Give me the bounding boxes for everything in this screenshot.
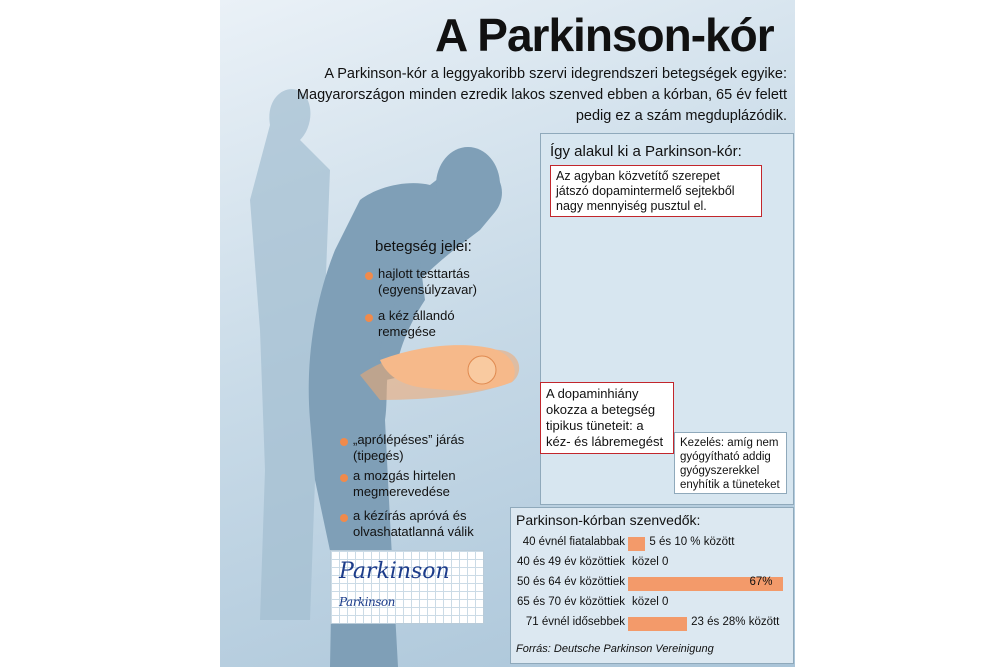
sign-item: a mozgás hirtelen megmerevedése (353, 468, 456, 499)
dopamine-cell-box: Az agyban közvetítő szerepet játszó dopamintermelő sejtekből nagy mennyiség pusztul el. (550, 165, 762, 217)
chart-title: Parkinson-kórban szenvedők: (516, 512, 701, 528)
chart-category-label: 71 évnél idősebbek (525, 616, 625, 628)
signs-title: betegség jelei: (375, 238, 472, 255)
bullet-dot-icon (365, 272, 373, 280)
sign-item: a kézírás apróvá és olvashatatlanná válik (353, 508, 474, 539)
handwriting-line-large: Parkinson (339, 559, 450, 584)
sign-item: „aprólépéses” járás (tipegés) (353, 432, 465, 463)
intro-text: A Parkinson-kór a leggyakoribb szervi idegrendszeri betegségek egyike: Magyarországon minden ezredik lakos szenved ebben a kórban, 65 év felett pedig ez a szám megduplázódik. (296, 66, 787, 124)
chart-bar (628, 617, 687, 631)
bullet-dot-icon (340, 514, 348, 522)
treatment-box: Kezelés: amíg nem gyógyítható addig gyógyszerekkel enyhítik a tüneteket (674, 432, 787, 494)
dopamine-deficit-box: A dopaminhiány okozza a betegség tipikus tüneteit: a kéz- és lábremegést (540, 382, 674, 454)
chart-value-label: közel 0 (632, 596, 669, 608)
infographic-poster (220, 0, 795, 667)
figure-head (436, 147, 500, 223)
chart-value-label: 67% (749, 576, 773, 588)
sign-item: a kéz állandó remegése (378, 308, 455, 339)
chart-category-label: 40 és 49 év közöttiek (516, 556, 625, 568)
bullet-dot-icon (340, 438, 348, 446)
chart-value-label: közel 0 (632, 556, 669, 568)
chart-category-label: 40 évnél fiatalabbak (522, 536, 625, 548)
bullet-dot-icon (365, 314, 373, 322)
handwriting-line-small: Parkinson (339, 595, 395, 609)
chart-category-label: 65 és 70 év közöttiek (516, 596, 625, 608)
page-title: A Parkinson-kór (435, 9, 774, 61)
sign-item: hajlott testtartás (egyensúlyzavar) (378, 266, 477, 297)
chart-value-label: 23 és 28% között (691, 616, 780, 628)
bullet-dot-icon (340, 474, 348, 482)
chart-bar (628, 537, 645, 551)
chart-value-label: 5 és 10 % között (649, 536, 735, 548)
process-title: Így alakul ki a Parkinson-kór: (550, 143, 742, 160)
chart-category-label: 50 és 64 év közöttiek (516, 576, 625, 588)
chart-source: Forrás: Deutsche Parkinson Vereinigung (516, 643, 714, 655)
